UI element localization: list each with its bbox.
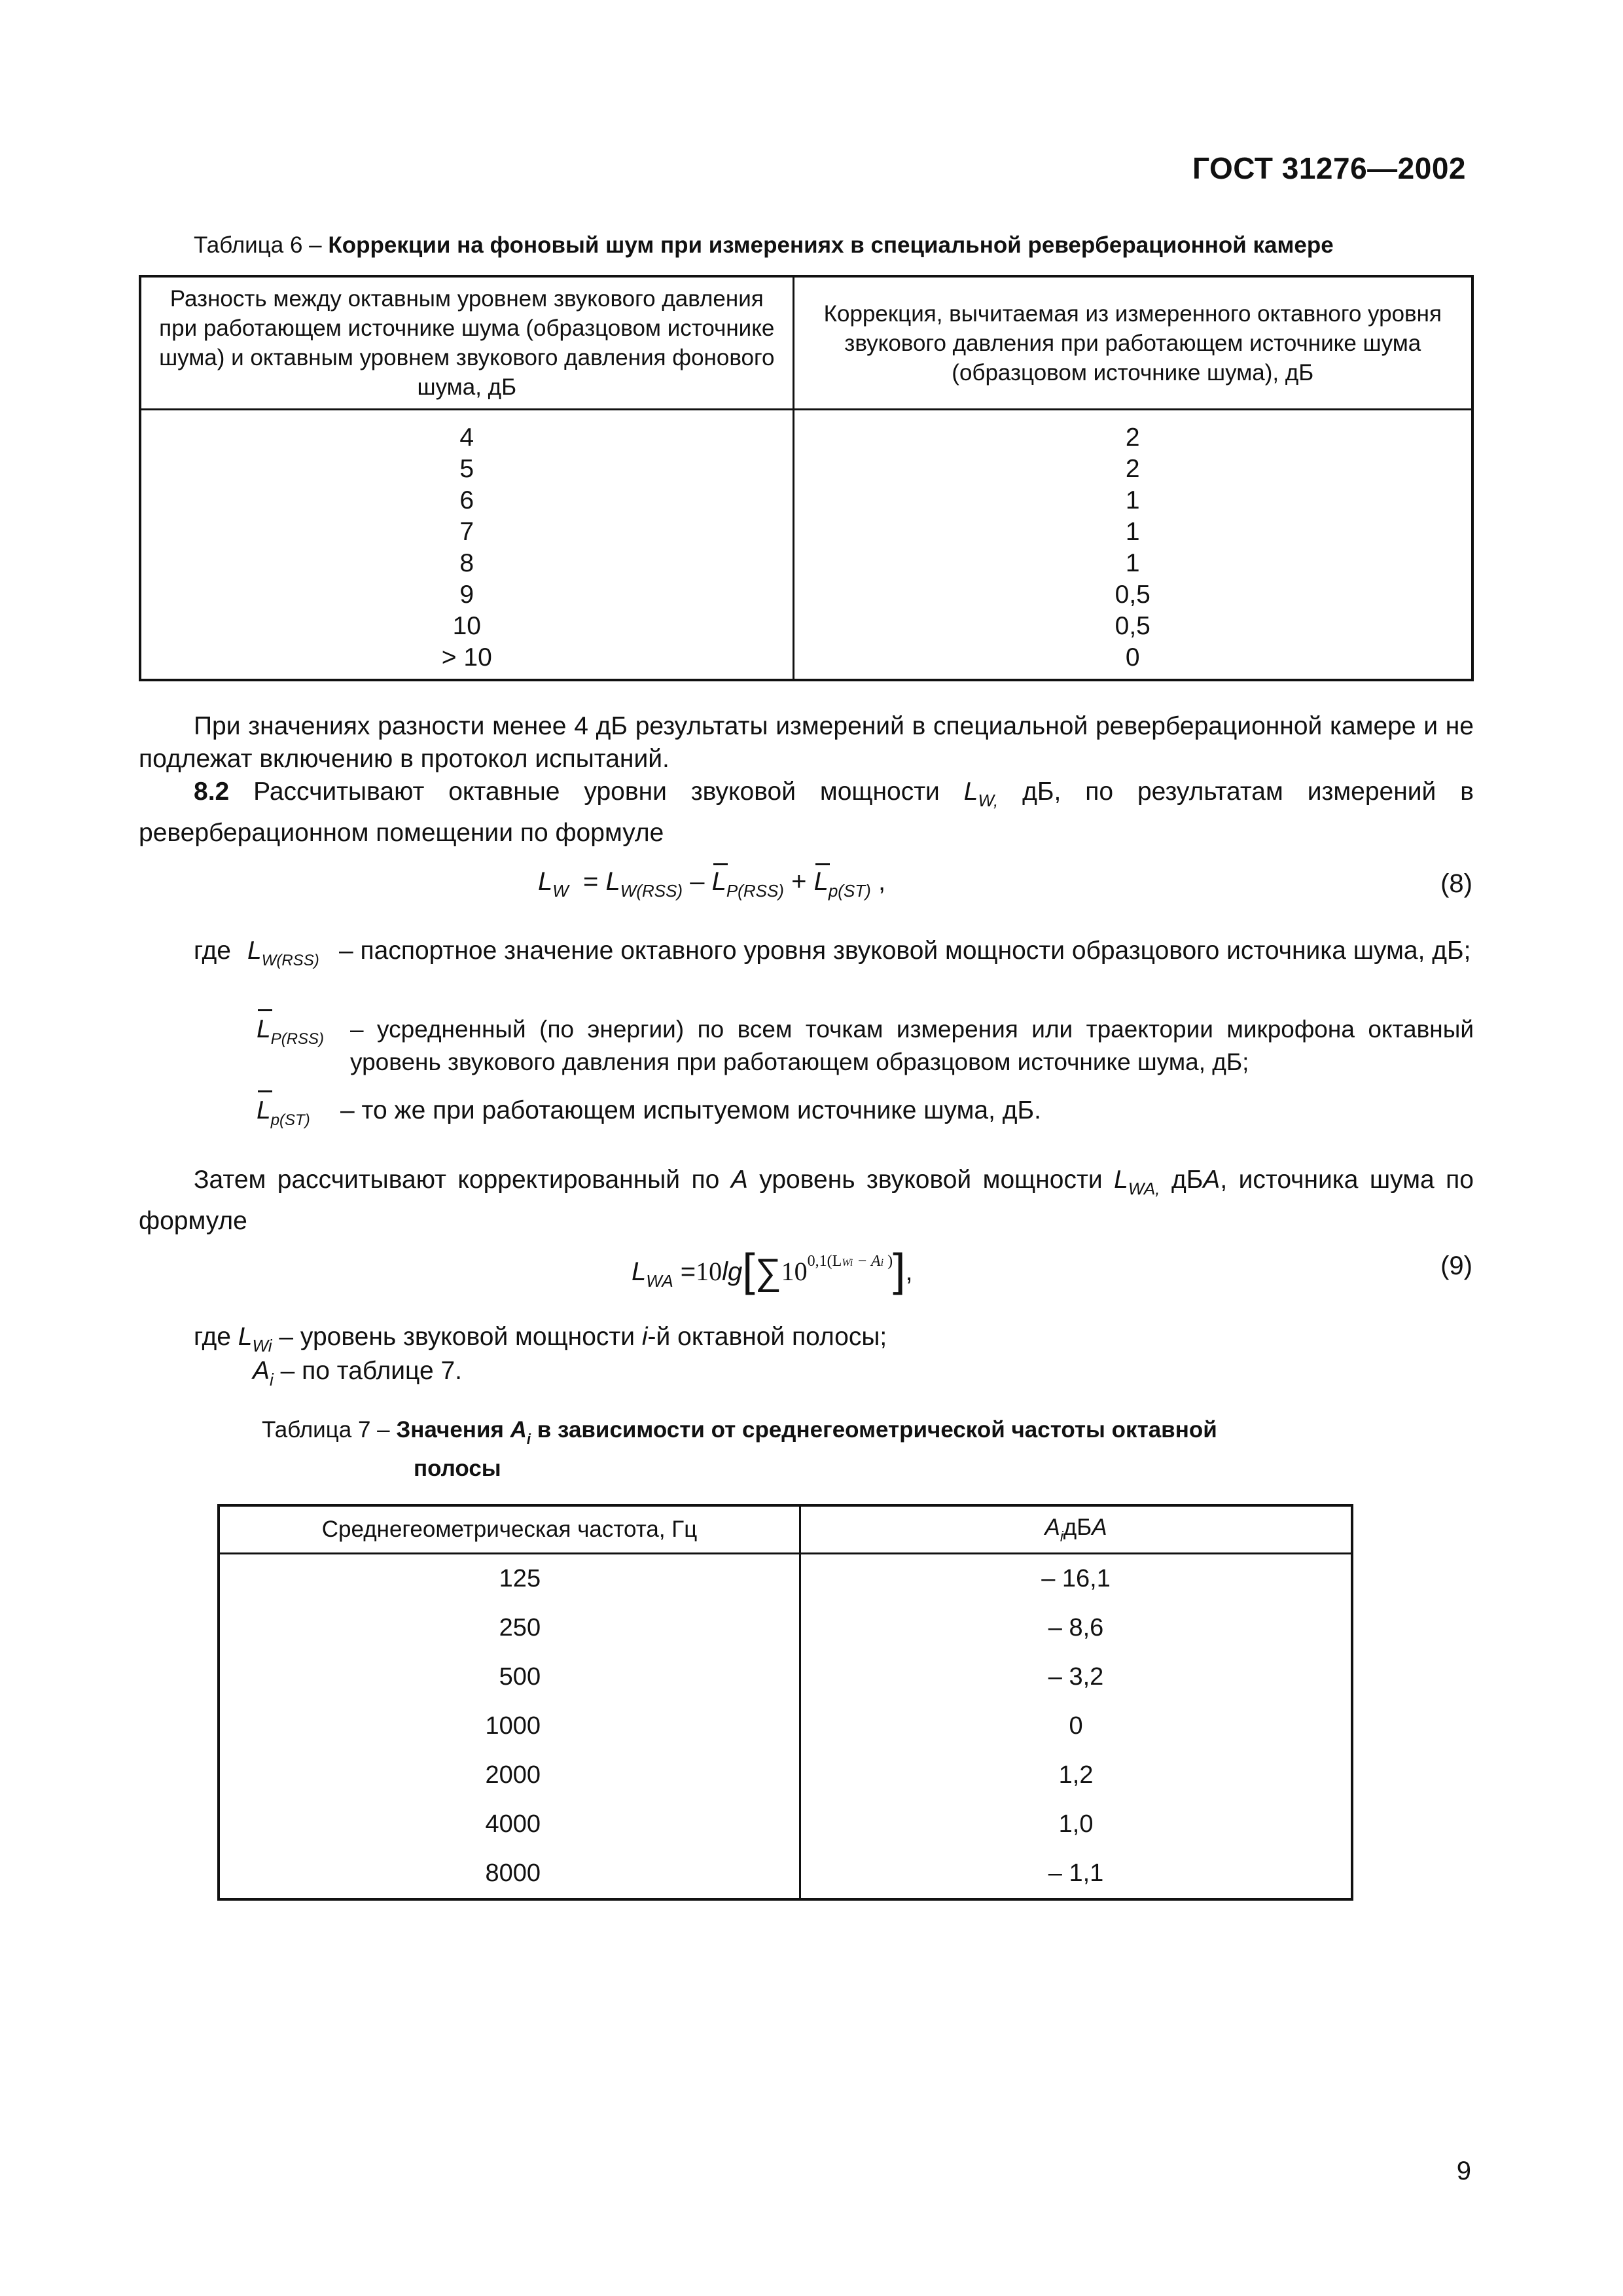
- header-unit: дБ: [1063, 1514, 1092, 1540]
- equation-9: [632, 1244, 913, 1296]
- table-cell: 500: [219, 1653, 800, 1702]
- table-row: [219, 1604, 1352, 1653]
- symbol-subscript: i: [1060, 1528, 1063, 1545]
- table-cell: 10: [452, 612, 481, 640]
- symbol: A: [1203, 1166, 1221, 1194]
- symbol-subscript: p(ST): [270, 1111, 310, 1129]
- symbol-subscript: WA,: [1128, 1179, 1160, 1198]
- symbol-subscript: i: [270, 1370, 274, 1390]
- table-cell: 1: [1125, 549, 1140, 577]
- table-cell: 1: [1125, 518, 1140, 546]
- def3-symbol: [257, 1094, 310, 1137]
- eq-subscript: p(ST): [828, 881, 871, 901]
- symbol-subscript: Wi: [252, 1336, 272, 1355]
- caption-text: Значения: [396, 1417, 504, 1443]
- symbol: L: [1114, 1166, 1128, 1194]
- table7-caption-title: [396, 1417, 1217, 1447]
- symbol: A: [510, 1417, 527, 1443]
- table-row: [219, 1751, 1352, 1800]
- eq-punct: ,: [878, 867, 886, 896]
- equation-8: [538, 867, 885, 901]
- header-unit-a: А: [1092, 1514, 1107, 1540]
- table-cell: 9: [459, 581, 474, 609]
- eq-coefficient: 10: [696, 1257, 722, 1286]
- eq-operator: –: [690, 867, 705, 896]
- table-cell: 2: [1125, 455, 1140, 483]
- table-row: [219, 1849, 1352, 1899]
- table-cell: 6: [459, 486, 474, 514]
- eq-exponent-text: ): [883, 1253, 893, 1270]
- table-cell: 7: [459, 518, 474, 546]
- eq-subscript: W: [552, 881, 569, 901]
- eq-symbol: L: [538, 867, 553, 896]
- table7-caption-prefix: Таблица 7 –: [262, 1417, 390, 1443]
- table-cell: 1,2: [800, 1751, 1352, 1800]
- paragraph-text: Рассчитывают октавные уровни звуковой мощности: [253, 778, 940, 806]
- table-row: [219, 1653, 1352, 1702]
- table7-header-ai: [800, 1505, 1352, 1554]
- eq-exponent: [808, 1253, 893, 1270]
- definition-2: – усредненный (по энергии) по всем точкам измерения или траектории микрофона октавный уровень звукового давления при работающем образцовом источнике шума, дБ;: [350, 1016, 1474, 1075]
- definition-1: – паспортное значение октавного уровня звуковой мощности образцового источника шума, дБ;: [339, 937, 1471, 965]
- table-cell: 5: [459, 455, 474, 483]
- paragraph-text: -й октавной полосы;: [647, 1323, 887, 1351]
- symbol: L: [963, 778, 978, 806]
- table6-caption-prefix: Таблица 6 –: [194, 232, 322, 258]
- table-cell: 1: [1125, 486, 1140, 514]
- eq-bracket-close: ]: [893, 1244, 906, 1295]
- def1-symbol: [247, 935, 319, 977]
- eq-subscript: WA: [646, 1271, 673, 1291]
- eq-operator: +: [791, 867, 807, 896]
- symbol: L: [238, 1323, 253, 1351]
- table-cell: 4: [459, 423, 474, 452]
- table6-header-difference: Разность между октавным уровнем звукового давления при работающем источнике шума (образцовом источнике шума) и октавным уровнем звукового давления фонового шума, дБ: [140, 276, 793, 410]
- paragraph-text: , источника шума по формуле: [139, 1166, 1474, 1235]
- symbol-subscript: W(RSS): [261, 952, 319, 969]
- table-row: [219, 1702, 1352, 1751]
- eq-operator: =: [583, 867, 599, 896]
- definition-5: [253, 1355, 462, 1396]
- table6-caption: [194, 232, 1334, 259]
- table-cell: – 8,6: [800, 1604, 1352, 1653]
- symbol-overline: L: [257, 1013, 271, 1046]
- eq-bracket-open: [: [742, 1244, 755, 1295]
- symbol: A: [1044, 1514, 1060, 1540]
- eq-exponent-text: 0,1(L: [807, 1253, 842, 1270]
- table-cell: 1,0: [800, 1800, 1352, 1849]
- caption-text: в зависимости от среднегеометрической частоты октавной: [537, 1417, 1217, 1443]
- table6-correction-values: [793, 410, 1472, 681]
- sum-icon: ∑: [755, 1251, 781, 1292]
- table-cell: – 1,1: [800, 1849, 1352, 1899]
- equation-9-number: (9): [1440, 1251, 1472, 1280]
- table-cell: > 10: [441, 643, 492, 672]
- where-label: где: [194, 937, 231, 965]
- table-cell: 0: [1125, 643, 1140, 672]
- eq-symbol: L: [632, 1257, 647, 1286]
- paragraph-text: дБ, по результатам измерений в реверберационном помещении по формуле: [139, 778, 1474, 847]
- symbol: A: [253, 1357, 270, 1385]
- symbol-overline: L: [257, 1094, 271, 1127]
- table-cell: 250: [219, 1604, 800, 1653]
- table7-header-frequency: Среднегеометрическая частота, Гц: [219, 1505, 800, 1554]
- table7: [217, 1504, 1353, 1901]
- paragraph-note: При значениях разности менее 4 дБ результаты измерений в специальной реверберационной камере и не подлежат включению в протокол испытаний.: [139, 712, 1474, 773]
- table6-caption-title: Коррекции на фоновый шум при измерениях в специальной реверберационной камере: [328, 232, 1334, 258]
- document-code: ГОСТ 31276—2002: [1192, 151, 1466, 185]
- table-cell: 0,5: [1115, 612, 1150, 640]
- symbol: A: [730, 1166, 748, 1194]
- symbol-subscript: P(RSS): [270, 1030, 325, 1048]
- definition-3: – то же при работающем испытуемом источнике шума, дБ.: [340, 1096, 1041, 1124]
- eq-subscript: P(RSS): [726, 881, 784, 901]
- table7-caption-title-cont: полосы: [414, 1456, 501, 1481]
- eq-subscript: W(RSS): [620, 881, 683, 901]
- paragraph-text: дБ: [1171, 1166, 1204, 1194]
- table-cell: 4000: [219, 1800, 800, 1849]
- table-cell: 0: [800, 1702, 1352, 1751]
- table-cell: 8000: [219, 1849, 800, 1899]
- table7-caption: [262, 1415, 1217, 1483]
- table-cell: 1000: [219, 1702, 800, 1751]
- table-cell: 8: [459, 549, 474, 577]
- def2-symbol: [257, 1013, 324, 1056]
- paragraph-then: [139, 1164, 1474, 1238]
- eq-punct: ,: [905, 1257, 913, 1286]
- table-row: [219, 1554, 1352, 1604]
- eq-base: 10: [781, 1257, 808, 1286]
- symbol: L: [247, 937, 262, 965]
- paragraph-8-2: [139, 776, 1474, 850]
- eq-symbol-overline: L: [711, 867, 726, 896]
- paragraph-text: Затем рассчитывают корректированный по: [194, 1166, 720, 1194]
- symbol-subscript: i: [526, 1431, 531, 1447]
- table-cell: – 16,1: [800, 1554, 1352, 1604]
- paragraph-text: – по таблице 7.: [280, 1357, 463, 1385]
- table-cell: 2: [1125, 423, 1140, 452]
- eq-exponent-sub: i: [880, 1257, 884, 1268]
- table-cell: 2000: [219, 1751, 800, 1800]
- eq-exponent-sub: Wi: [842, 1257, 853, 1268]
- equation-8-number: (8): [1440, 869, 1472, 898]
- symbol: i: [641, 1323, 648, 1351]
- symbol-subscript: W,: [978, 791, 999, 810]
- eq-operator: =: [680, 1257, 696, 1286]
- table6-header-correction: Коррекция, вычитаемая из измеренного октавного уровня звукового давления при работающем источнике шума (образцовом источнике шума), дБ: [793, 276, 1472, 410]
- paragraph-text: уровень звуковой мощности: [759, 1166, 1103, 1194]
- table-cell: 0,5: [1115, 581, 1150, 609]
- table6-difference-values: [140, 410, 793, 681]
- table-row: [219, 1800, 1352, 1849]
- eq-symbol: L: [605, 867, 620, 896]
- eq-lg: lg: [722, 1257, 743, 1286]
- eq-symbol-overline: L: [813, 867, 829, 896]
- page-number: 9: [1456, 2157, 1471, 2185]
- table-cell: 125: [219, 1554, 800, 1604]
- table6: [139, 275, 1474, 681]
- paragraph-text: – уровень звуковой мощности: [279, 1323, 635, 1351]
- section-number: 8.2: [194, 778, 230, 806]
- where-label: где: [194, 1323, 231, 1351]
- eq-exponent-text: − A: [853, 1253, 881, 1270]
- table-cell: – 3,2: [800, 1653, 1352, 1702]
